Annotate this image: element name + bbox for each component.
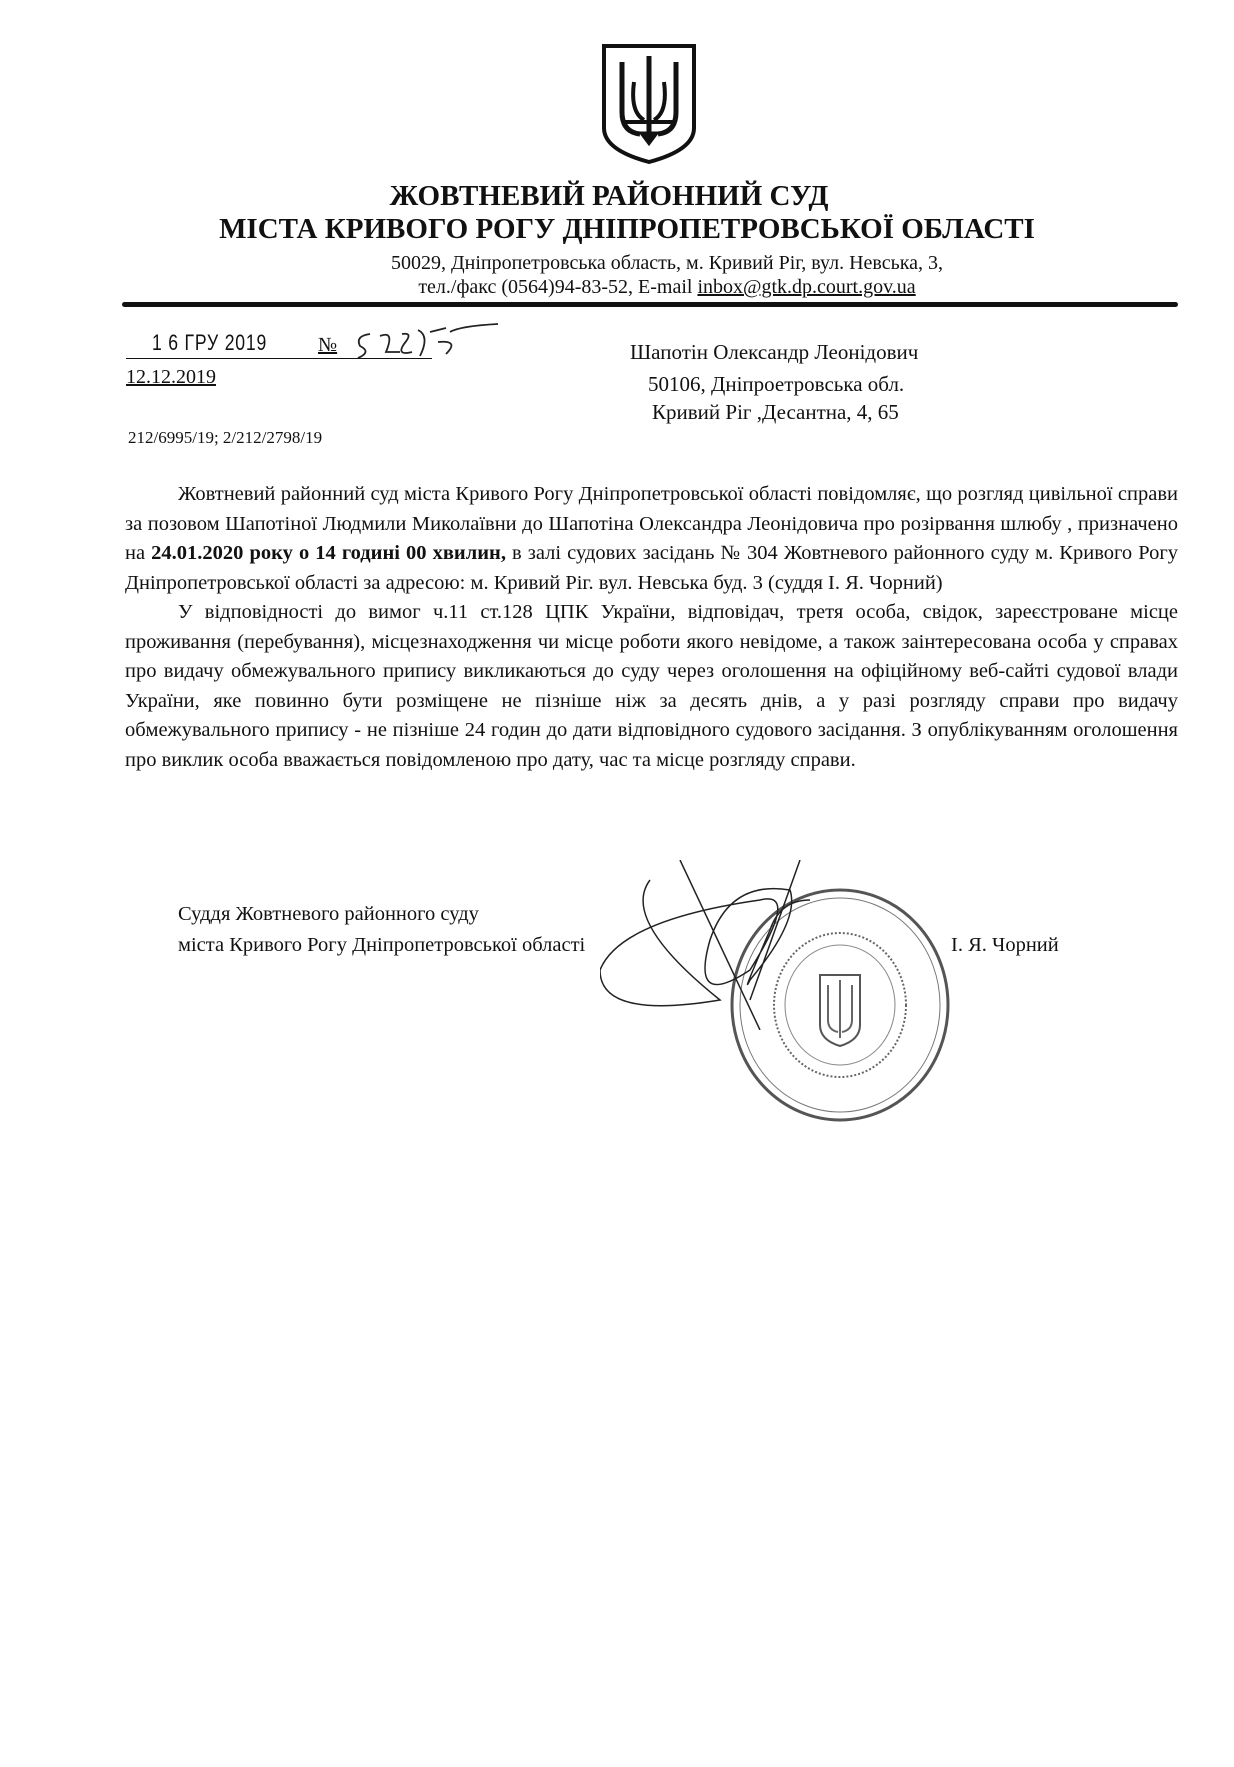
court-address: 50029, Дніпропетровська область, м. Кривий Ріг, вул. Невська, 3, — [390, 252, 944, 274]
date-underline — [126, 358, 432, 359]
number-label: № — [318, 334, 338, 356]
registration-date-stamp: 1 6 ГРУ 2019 — [152, 330, 268, 355]
court-name-line1: ЖОВТНЕВИЙ РАЙОННИЙ СУД — [389, 180, 829, 212]
paragraph-hearing-notice — [125, 480, 1178, 598]
phone-fax: тел./факс (0564)94-83-52, E-mail — [418, 276, 698, 298]
letter-body — [125, 480, 1178, 775]
coat-of-arms-emblem — [600, 42, 698, 166]
signatory-title-line1: Суддя Жовтневого районного суду — [178, 903, 479, 925]
outgoing-date: 12.12.2019 — [126, 366, 216, 388]
text: Жовтневий районний суд міста Кривого Рогу Дніпропетровської області повідомляє, що розгляд цивільної справи за позовом Шапотіної Людмили Миколаївни до Шапотіна Олександра Леонідовича про розірвання шлюбу , призначено на — [125, 483, 1178, 564]
signatory-name: І. Я. Чорний — [951, 934, 1059, 956]
court-name-line2: МІСТА КРИВОГО РОГУ ДНІПРОПЕТРОВСЬКОЇ ОБЛАСТІ — [219, 213, 1035, 245]
hearing-datetime: 24.01.2020 року о 14 годині 00 хвилин, — [151, 542, 506, 564]
addressee-name: Шапотін Олександр Леонідович — [630, 340, 919, 364]
paragraph-legal-notice: У відповідності до вимог ч.11 ст.128 ЦПК України, відповідач, третя особа, свідок, зареєстроване місце проживання (перебування), місцезнаходження чи місце роботи якого невідоме, а також заінтересована особа у справах про видачу обмежувального припису викликаються до суду через оголошення на офіційному веб-сайті судової влади України, яке повинно бути розміщене не пізніше ніж за десять днів, а у разі розгляду справи про видачу обмежувального припису - не пізніше 24 годин до дати відповідного судового засідання. З опублікуванням оголошення про виклик особа вважається повідомленою про дату, час та місце розгляду справи. — [125, 601, 1178, 771]
email-link[interactable]: inbox@gtk.dp.court.gov.ua — [697, 276, 916, 298]
text: в залі судових засідань № 304 Жовтневого районного суду м. Кривого Рогу Дніпропетровської області за адресою: м. Кривий Ріг. вул. Невська буд. 3 (суддя І. Я. Чорний) — [125, 542, 1178, 594]
court-contacts — [50, 276, 1234, 299]
handwritten-signature — [600, 860, 920, 1030]
addressee-street: Кривий Ріг ,Десантна, 4, 65 — [652, 400, 899, 424]
handwritten-number — [350, 322, 500, 362]
addressee-region: 50106, Дніпроетровська обл. — [648, 372, 905, 396]
signatory-title-line2: міста Кривого Рогу Дніпропетровської області — [178, 934, 586, 956]
header-divider — [122, 302, 1178, 307]
case-numbers: 212/6995/19; 2/212/2798/19 — [128, 428, 323, 447]
